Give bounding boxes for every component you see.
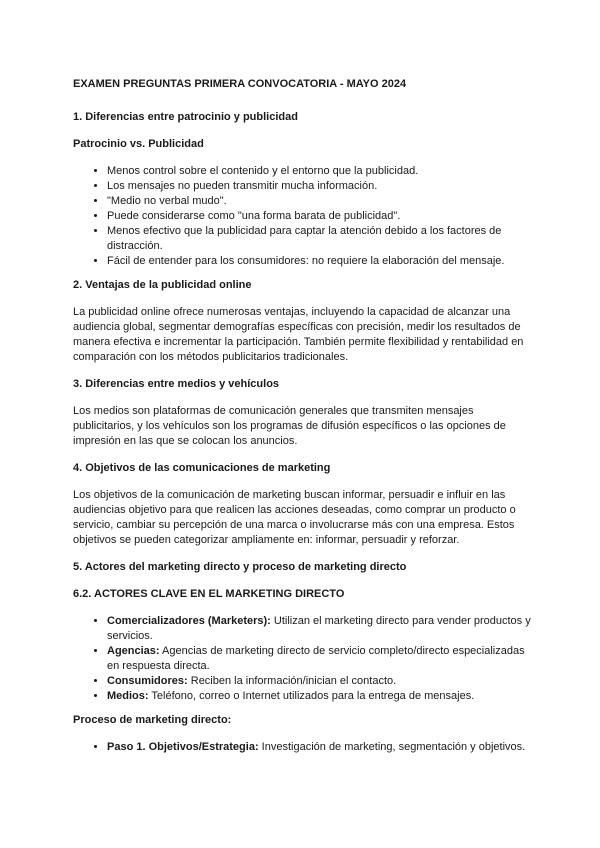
process-list <box>73 740 533 755</box>
list-item: • Puede considerarse como "una forma barata de publicidad". <box>107 209 533 224</box>
section-1-subheading: Patrocinio vs. Publicidad <box>73 138 204 150</box>
list-item-label: Consumidores: <box>107 675 188 687</box>
list-item: • "Medio no verbal mudo". <box>107 194 533 209</box>
list-item-label: Paso 1. Objetivos/Estrategia: <box>107 741 259 753</box>
list-item <box>107 689 533 704</box>
list-item-text: Agencias de marketing directo de servicio completo/directo especializadas en respuesta directa. <box>107 645 525 672</box>
list-item-label: Agencias: <box>107 645 160 657</box>
document-content <box>73 77 533 767</box>
list-item: • Menos efectivo que la publicidad para captar la atención debido a los factores de distracción. <box>107 224 533 254</box>
section-5-heading: 5. Actores del marketing directo y proceso de marketing directo <box>73 561 407 573</box>
section-4-paragraph: Los objetivos de la comunicación de marketing buscan informar, persuadir e influir en las audiencias objetivo para que realicen las acciones deseadas, como comprar un producto o servicio, cambiar su percepción de una marca o involucrarse más con una empresa. Estos objetivos se pueden categorizar ampliamente en: informar, persuadir y reforzar. <box>73 489 516 546</box>
section-2-heading: 2. Ventajas de la publicidad online <box>73 279 252 291</box>
list-item: • Fácil de entender para los consumidores: no requiere la elaboración del mensaje. <box>107 254 533 269</box>
list-item-text: Teléfono, correo o Internet utilizados para la entrega de mensajes. <box>148 690 475 702</box>
list-item: • Los mensajes no pueden transmitir mucha información. <box>107 179 533 194</box>
list-item: • Menos control sobre el contenido y el entorno que la publicidad. <box>107 164 533 179</box>
section-1-list <box>73 164 533 269</box>
section-3-paragraph: Los medios son plataformas de comunicación generales que transmiten mensajes publicitarios, y los vehículos son los programas de difusión específicos o las opciones de impresión en las que se colocan los anuncios. <box>73 405 506 447</box>
section-4-heading: 4. Objetivos de las comunicaciones de marketing <box>73 462 331 474</box>
section-1-heading: 1. Diferencias entre patrocinio y publicidad <box>73 111 298 123</box>
list-item-label: Medios: <box>107 690 149 702</box>
key-actors-list <box>73 614 533 704</box>
list-item <box>107 614 533 644</box>
section-6-heading: 6.2. ACTORES CLAVE EN EL MARKETING DIRECTO <box>73 588 345 600</box>
list-item-text: Utilizan el marketing directo para vender productos y servicios. <box>107 615 531 642</box>
document-title: EXAMEN PREGUNTAS PRIMERA CONVOCATORIA - MAYO 2024 <box>73 78 407 90</box>
list-item-text: Investigación de marketing, segmentación y objetivos. <box>258 741 526 753</box>
list-item <box>107 644 533 674</box>
section-2-paragraph: La publicidad online ofrece numerosas ventajas, incluyendo la capacidad de alcanzar una audiencia global, segmentar demografías específicas con precisión, medir los resultados de manera efectiva e incrementar la participación. También permite flexibilidad y rentabilidad en comparación con los métodos publicitarios tradicionales. <box>73 306 524 363</box>
section-3-heading: 3. Diferencias entre medios y vehículos <box>73 378 280 390</box>
list-item-label: Comercializadores (Marketers): <box>107 615 271 627</box>
list-item <box>107 740 533 755</box>
list-item <box>107 674 533 689</box>
process-heading: Proceso de marketing directo: <box>73 714 232 726</box>
list-item-text: Reciben la información/inician el contacto. <box>187 675 397 687</box>
